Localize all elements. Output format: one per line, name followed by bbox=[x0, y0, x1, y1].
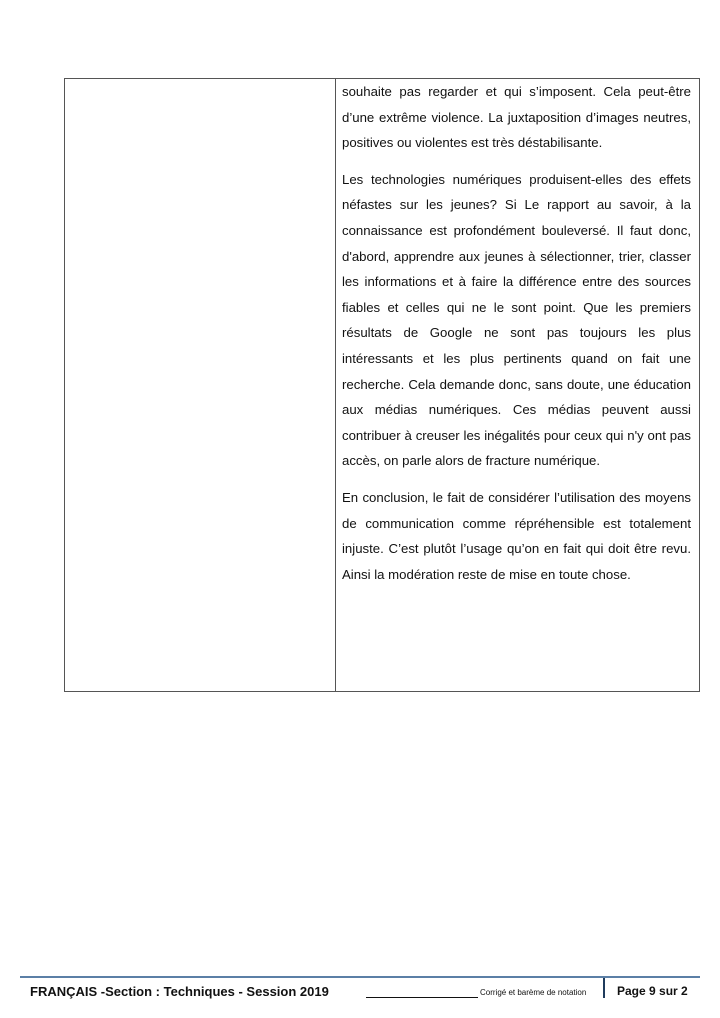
page-footer bbox=[20, 976, 700, 1004]
footer-subtitle: Corrigé et barème de notation bbox=[480, 988, 587, 997]
answer-table bbox=[64, 78, 700, 692]
paragraph-digital-technologies: Les technologies numériques produisent-elles des effets néfastes sur les jeunes? Si Le rapport au savoir, à la connaissance est profondément bouleversé. Il faut donc, d'abord, apprendre aux jeunes à sélectionner, trier, classer les informations et à faire la différence entre des sources fiables et celles qui ne le sont point. Que les premiers résultats de Google ne sont pas toujours les plus intéressants et les plus pertinents quand on fait une recherche. Cela demande donc, sans doute, une éducation aux médias numériques. Ces médias peuvent aussi contribuer à creuser les inégalités pour ceux qui n'y ont pas accès, on parle alors de fracture numérique. bbox=[342, 171, 691, 469]
table-left-column bbox=[65, 79, 336, 691]
footer-underline-rule bbox=[366, 997, 478, 998]
table-right-column bbox=[336, 79, 699, 691]
page-number: Page 9 sur 2 bbox=[617, 984, 688, 998]
paragraph-conclusion: En conclusion, le fait de considérer l’utilisation des moyens de communication comme répréhensible est totalement injuste. C’est plutôt l’usage qu’on en fait qui doit être revu. Ainsi la modération reste de mise en toute chose. bbox=[342, 489, 691, 582]
footer-exam-title: FRANÇAIS -Section : Techniques - Session 2019 bbox=[30, 984, 329, 999]
paragraph-continuation: souhaite pas regarder et qui s’imposent. Cela peut-être d’une extrême violence. La juxtaposition d’images neutres, positives ou violentes est très déstabilisante. bbox=[342, 84, 691, 151]
footer-divider bbox=[603, 978, 605, 998]
